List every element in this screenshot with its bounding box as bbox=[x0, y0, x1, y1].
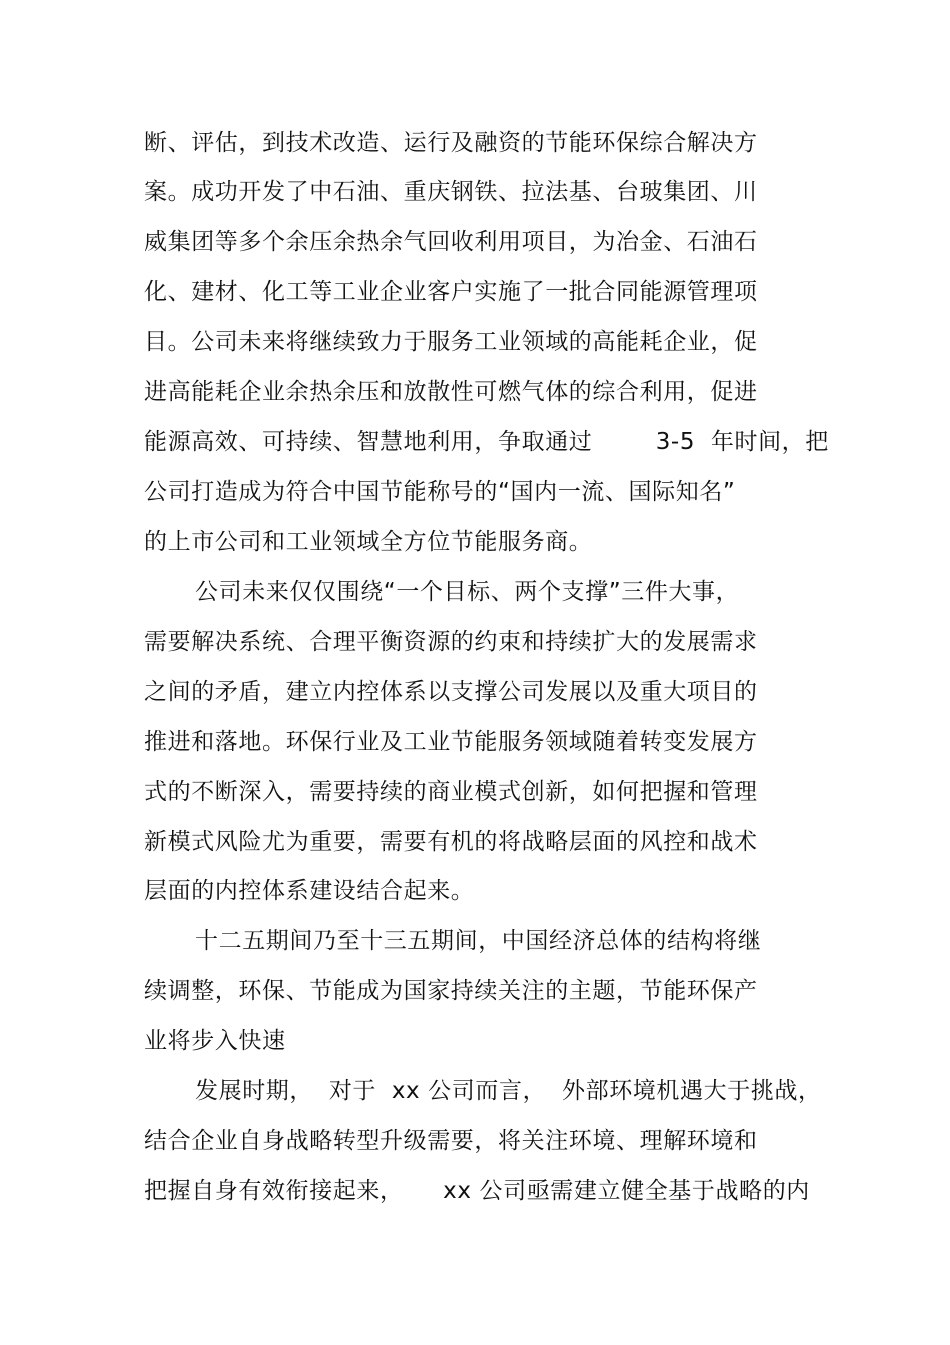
text-line: 公司打造成为符合中国节能称号的“国内一流、国际知名” bbox=[144, 479, 736, 505]
text-line: 式的不断深入，需要持续的商业模式创新，如何把握和管理 bbox=[144, 779, 758, 805]
text-line: 公司未来仅仅围绕“一个目标、两个支撑”三件大事， bbox=[195, 579, 740, 605]
text-line: 威集团等多个余压余热余气回收利用项目，为冶金、石油石 bbox=[144, 229, 758, 255]
text-line: 案。成功开发了中石油、重庆钢铁、拉法基、台玻集团、川 bbox=[144, 179, 758, 205]
text-line: 需要解决系统、合理平衡资源的约束和持续扩大的发展需求 bbox=[144, 629, 758, 655]
text-line: 的上市公司和工业领域全方位节能服务商。 bbox=[144, 529, 593, 555]
text-line: 结合企业自身战略转型升级需要，将关注环境、理解环境和 bbox=[144, 1128, 758, 1154]
text-line: 进高能耗企业余热余压和放散性可燃气体的综合利用，促进 bbox=[144, 379, 758, 405]
text-line: 续调整，环保、节能成为国家持续关注的主题，节能环保产 bbox=[144, 978, 758, 1004]
text-line: 业将步入快速 bbox=[144, 1028, 286, 1054]
text-line: 断、评估，到技术改造、运行及融资的节能环保综合解决方 bbox=[144, 130, 758, 156]
text-line: 层面的内控体系建设结合起来。 bbox=[144, 878, 475, 904]
text-line: 十二五期间乃至十三五期间，中国经济总体的结构将继 bbox=[195, 928, 762, 954]
text-line: 能源高效、可持续、智慧地利用，争取通过 3-5 年时间，把 bbox=[144, 429, 829, 455]
text-line: 化、建材、化工等工业企业客户实施了一批合同能源管理项 bbox=[144, 279, 758, 305]
text-line: 目。公司未来将继续致力于服务工业领域的高能耗企业，促 bbox=[144, 329, 758, 355]
text-line: 推进和落地。环保行业及工业节能服务领域随着转变发展方 bbox=[144, 729, 758, 755]
text-line: 之间的矛盾，建立内控体系以支撑公司发展以及重大项目的 bbox=[144, 679, 758, 705]
text-line: 把握自身有效衔接起来， xx 公司亟需建立健全基于战略的内 bbox=[144, 1178, 810, 1204]
text-line: 发展时期， 对于 xx 公司而言， 外部环境机遇大于挑战， bbox=[195, 1078, 822, 1104]
text-line: 新模式风险尤为重要，需要有机的将战略层面的风控和战术 bbox=[144, 829, 758, 855]
